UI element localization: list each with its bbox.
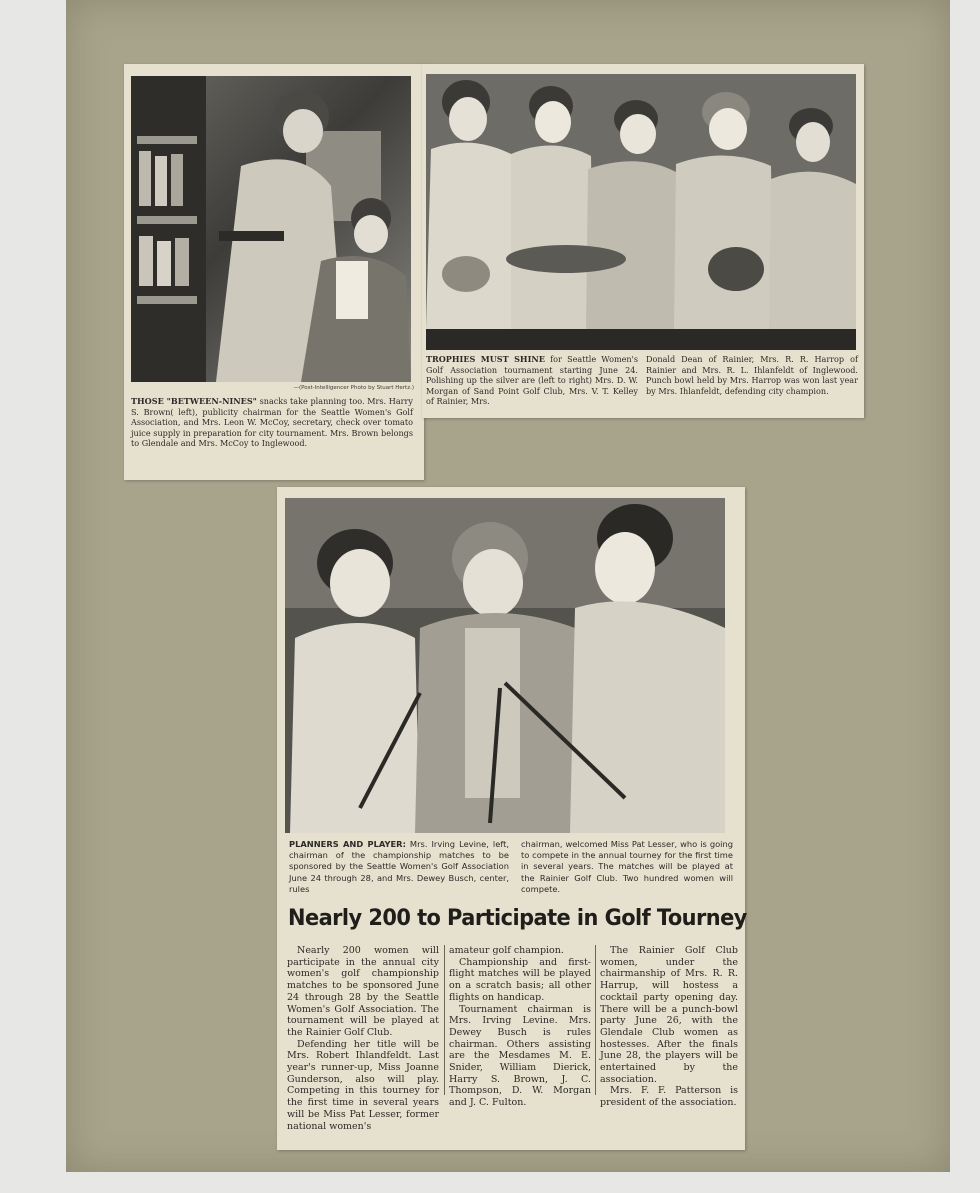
photo-between-nines xyxy=(131,76,411,382)
caption-body: Donald Dean of Rainier, Mrs. R. R. Harrop of Rainier and Mrs. R. L. Ihlanfeldt of Inglewood. Punch bowl held by Mrs. Harrop was won last year by Mrs. Ihlanfeldt, defending city champion. xyxy=(646,354,858,396)
photo-trophies xyxy=(426,74,856,350)
article-column-1 xyxy=(287,945,439,1132)
caption-body: for Seattle Women's Golf Association tournament starting June 24. Polishing up the silver are (left to right) Mrs. D. W. Morgan of Sand Point Golf Club, Mrs. V. T. Kelley of Rainier, Mrs. xyxy=(426,354,639,407)
article-headline: Nearly 200 to Participate in Golf Tourney xyxy=(288,905,747,931)
article-column-2 xyxy=(449,945,591,1109)
caption-body: chairman, welcomed Miss Pat Lesser, who is going to compete in the annual tourney for the first time in several years. The matches will be played at the Rainier Golf Club. Two hundred women will compete. xyxy=(521,839,733,894)
article-paragraph: Nearly 200 women will participate in the annual city women's golf championship matches to be sponsored June 24 through 28 by the Seattle Women's Golf Association. The tournament will be played at the Rainier Golf Club. xyxy=(287,945,439,1038)
caption-body: Mrs. Irving Levine, left, chairman of the championship matches to be sponsored by the Seattle Women's Golf Association June 24 through 28, and Mrs. Dewey Busch, center, rules xyxy=(289,839,509,894)
clipping-golf-tourney xyxy=(277,487,745,1150)
article-paragraph: Championship and first-flight matches will be played on a scratch basis; all other flights on handicap. xyxy=(449,956,591,1003)
article-paragraph: Defending her title will be Mrs. Robert Ihlandfeldt. Last year's runner-up, Miss Joanne Gunderson, also will play. Competing in this tourney for the first time in several years will be Miss Pat Lesser, former national women's xyxy=(287,1038,439,1132)
caption-planners-col1 xyxy=(289,839,509,895)
caption-lead: PLANNERS AND PLAYER: xyxy=(289,839,406,849)
caption-between-nines xyxy=(131,396,413,449)
clipping-trophies xyxy=(422,64,864,418)
caption-planners-col2 xyxy=(521,839,733,895)
caption-body: snacks take planning too. Mrs. Harry S. Brown( left), publicity chairman for the Seattle Women's Golf Association, and Mrs. Leon W. McCoy, secretary, check over tomato juice supply in preparation for city tournament. Mrs. Brown belongs to Glendale and Mrs. McCoy to Inglewood. xyxy=(131,396,413,449)
article-paragraph: The Rainier Golf Club women, under the chairmanship of Mrs. R. R. Harrup, will hostess a cocktail party opening day. There will be a punch-bowl party June 26, with the Glendale Club women as hostesses. After the finals June 28, the players will be entertained by the association. xyxy=(600,945,738,1085)
photo-planners-and-player xyxy=(285,498,725,833)
article-paragraph: amateur golf champion. xyxy=(449,945,564,956)
column-rule xyxy=(444,945,445,1095)
caption-trophies-col1 xyxy=(426,354,638,407)
caption-lead: TROPHIES MUST SHINE xyxy=(426,354,545,364)
photo-credit: —(Post-Intelligencer Photo by Stuart Hertz.) xyxy=(293,385,414,391)
caption-trophies-col2 xyxy=(646,354,858,396)
article-paragraph: Tournament chairman is Mrs. Irving Levine. Mrs. Dewey Busch is rules chairman. Others assisting are the Mesdames M. E. Snider, William Dierick, Harry S. Brown, J. C. Thompson, D. W. Morgan and J. C. Fulton. xyxy=(449,1003,591,1109)
column-rule xyxy=(595,945,596,1095)
article-column-3 xyxy=(600,945,738,1109)
caption-lead: THOSE "BETWEEN-NINES" xyxy=(131,396,257,406)
clipping-between-nines xyxy=(124,64,424,480)
article-paragraph: Mrs. F. F. Patterson is president of the association. xyxy=(600,1085,738,1109)
